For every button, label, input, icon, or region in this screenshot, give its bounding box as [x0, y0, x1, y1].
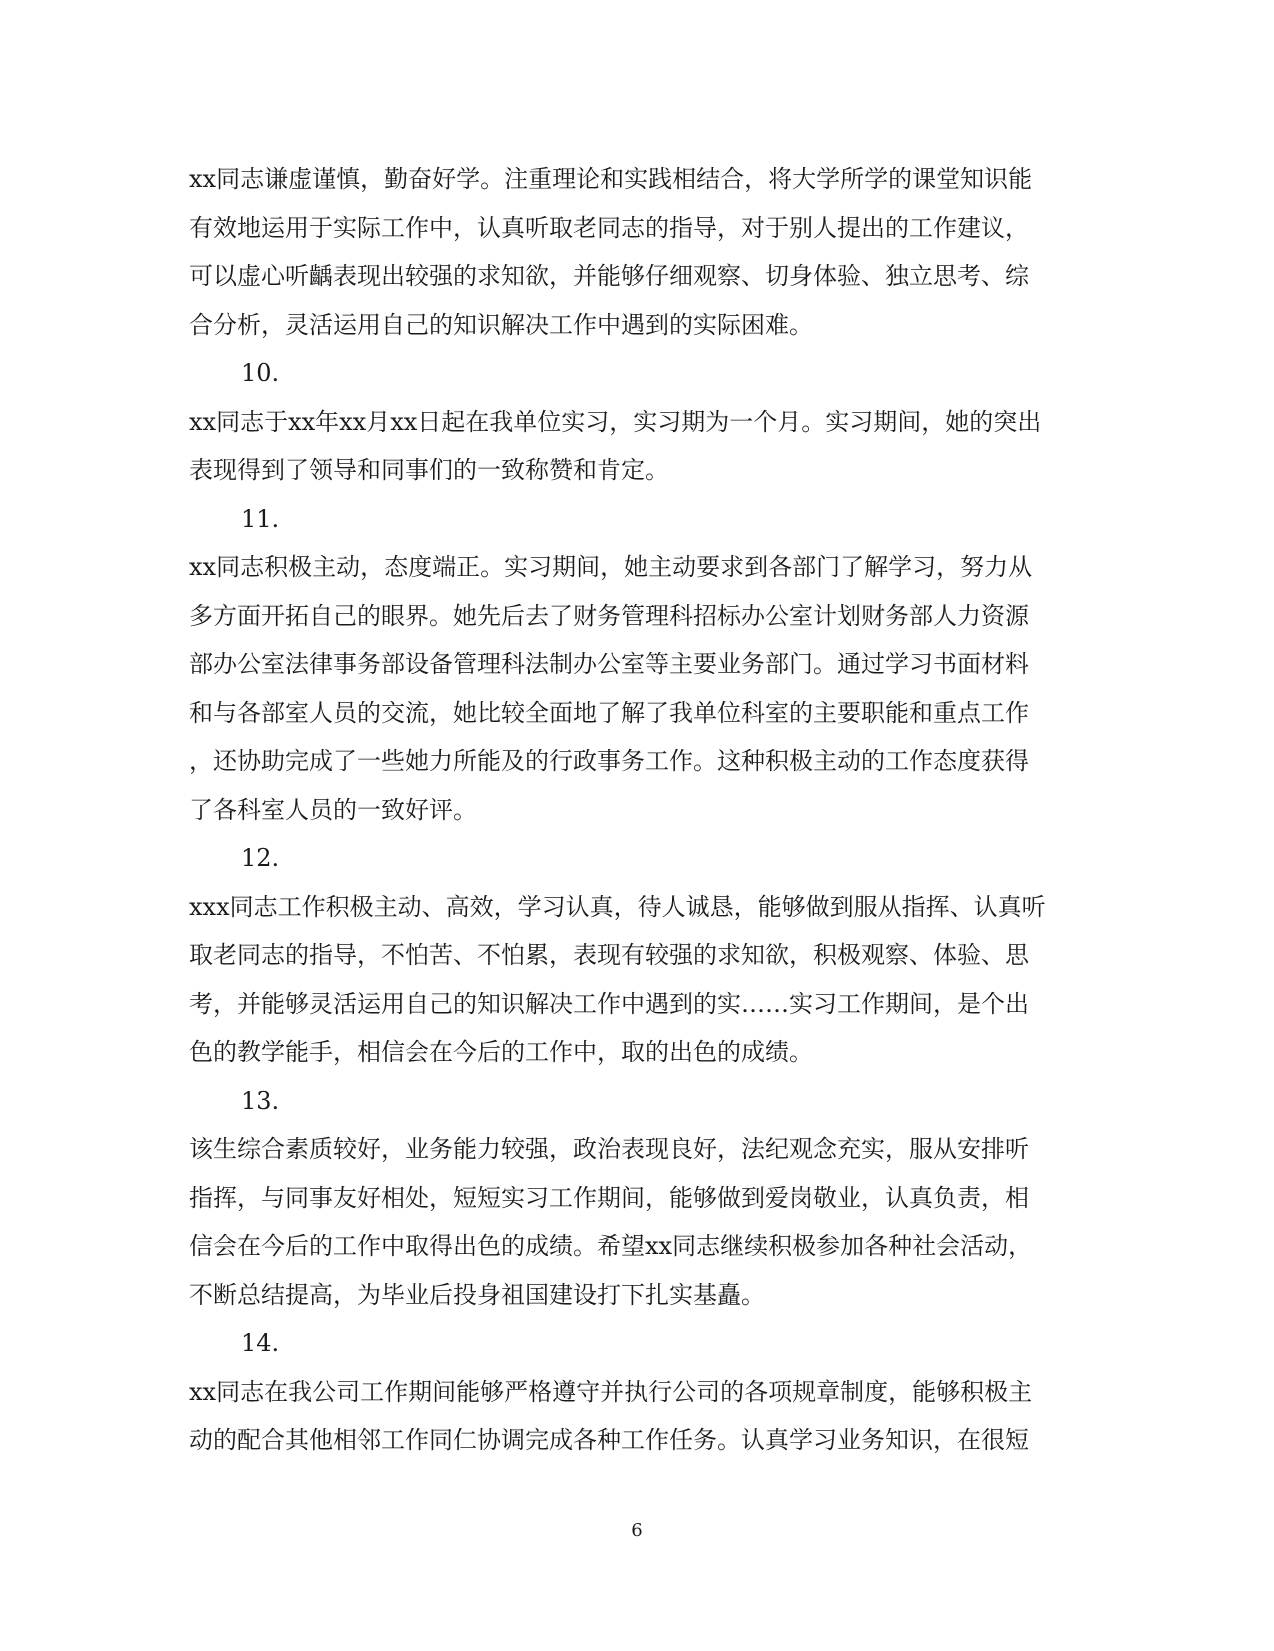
body-line: 信会在今后的工作中取得出色的成绩。希望xx同志继续积极参加各种社会活动，	[189, 1232, 1033, 1260]
item-number: 11.	[241, 504, 280, 533]
item-number: 10.	[241, 359, 280, 387]
body-line: xx同志谦虚谨慎，勤奋好学。注重理论和实践相结合，将大学所学的课堂知识能	[189, 165, 1033, 193]
body-line: 该生综合素质较好，业务能力较强，政治表现良好，法纪观念充实，服从安排听	[189, 1135, 1029, 1163]
body-line: 取老同志的指导，不怕苦、不怕累，表现有较强的求知欲，积极观察、体验、思	[189, 941, 1029, 969]
item-number: 12.	[241, 844, 280, 872]
body-line: 部办公室法律事务部设备管理科法制办公室等主要业务部门。通过学习书面材料	[189, 650, 1029, 678]
body-line: 动的配合其他相邻工作同仁协调完成各种工作任务。认真学习业务知识，在很短	[189, 1426, 1029, 1454]
body-line: 指挥，与同事友好相处，短短实习工作期间，能够做到爱岗敬业，认真负责，相	[189, 1183, 1029, 1212]
item-number: 14.	[241, 1329, 280, 1357]
body-line: 考，并能够灵活运用自己的知识解决工作中遇到的实……实习工作期间，是个出	[189, 989, 1029, 1018]
body-line: xxx同志工作积极主动、高效，学习认真，待人诚恳，能够做到服从指挥、认真听	[189, 892, 1046, 921]
body-line: 有效地运用于实际工作中，认真听取老同志的指导，对于别人提出的工作建议，	[189, 213, 1029, 242]
document-body	[189, 155, 1069, 1465]
body-line: 不断总结提高，为毕业后投身祖国建设打下扎实基矗。	[189, 1280, 765, 1309]
body-line: 可以虚心听齲表现出较强的求知欲，并能够仔细观察、切身体验、独立思考、综	[189, 262, 1029, 290]
body-line: 和与各部室人员的交流，她比较全面地了解了我单位科室的主要职能和重点工作	[189, 698, 1029, 727]
body-line: xx同志积极主动，态度端正。实习期间，她主动要求到各部门了解学习，努力从	[189, 553, 1033, 581]
body-line: 多方面开拓自己的眼界。她先后去了财务管理科招标办公室计划财务部人力资源	[189, 601, 1029, 630]
item-number: 13.	[241, 1086, 280, 1115]
body-line: xx同志在我公司工作期间能够严格遵守并执行公司的各项规章制度，能够积极主	[189, 1377, 1033, 1406]
body-line: xx同志于xx年xx月xx日起在我单位实习，实习期为一个月。实习期间，她的突出	[189, 407, 1042, 436]
body-line: ，还协助完成了一些她力所能及的行政事务工作。这种积极主动的工作态度获得	[189, 747, 1029, 775]
body-line: 表现得到了领导和同事们的一致称赞和肯定。	[189, 456, 669, 484]
page-number: 6	[631, 1520, 643, 1541]
body-line: 合分析，灵活运用自己的知识解决工作中遇到的实际困难。	[189, 310, 813, 339]
body-line: 了各科室人员的一致好评。	[189, 795, 477, 824]
body-line: 色的教学能手，相信会在今后的工作中，取的出色的成绩。	[189, 1038, 813, 1066]
